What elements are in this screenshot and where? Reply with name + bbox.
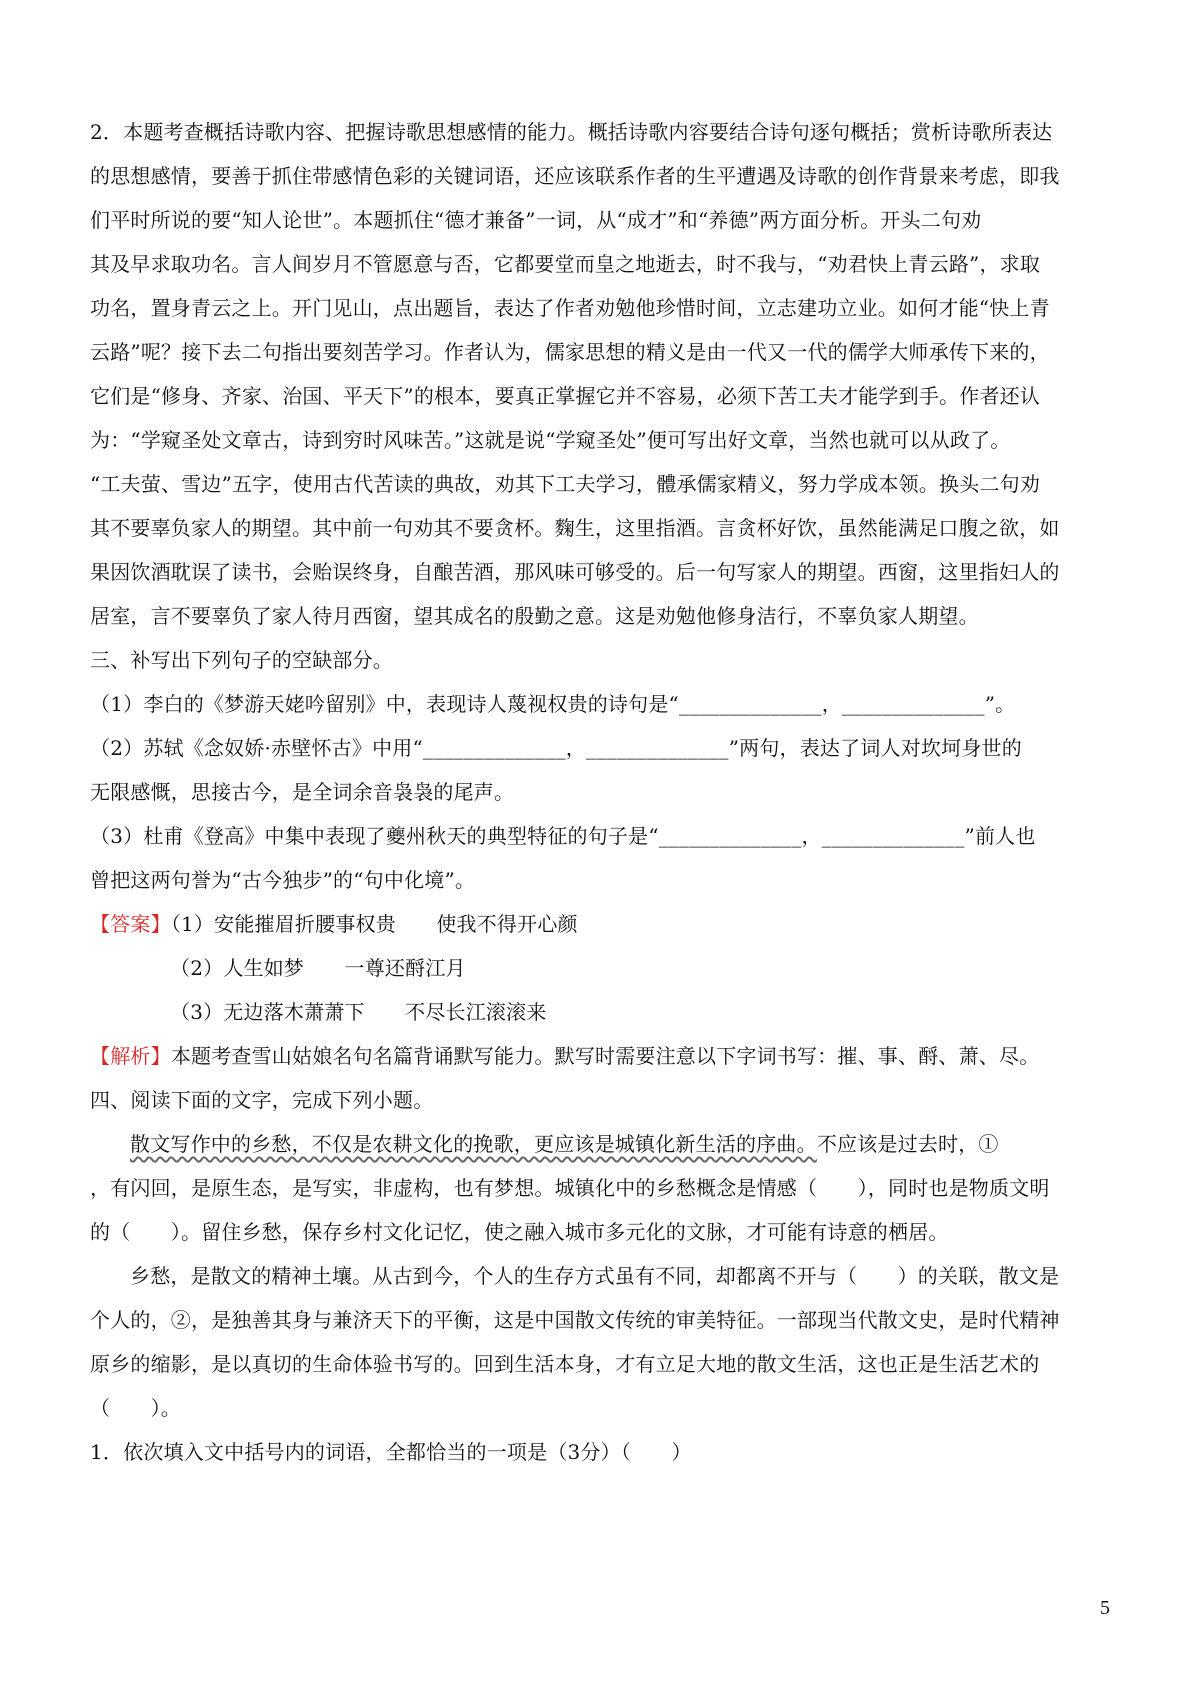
analysis-text: 本题考查雪山姑娘名句名篇背诵默写能力。默写时需要注意以下字词书写：摧、事、酹、萧、尽。 [170, 1044, 1040, 1068]
answer-line-2: （2）人生如梦 一尊还酹江月 [170, 956, 466, 980]
analysis-line [90, 1034, 1120, 1078]
passage-paragraph-1-line-2: ，有闪回，是原生态，是写实，非虚构，也有梦想。城镇化中的乡愁概念是情感（ ），同时也是物质文明 [90, 1176, 1050, 1200]
body-line: 其不要辜负家人的期望。其中前一句劝其不要贪杯。麴生，这里指酒。言贪杯好饮，虽然能满足口腹之欲，如 [90, 516, 1060, 540]
fill-blank-question-1: （1）李白的《梦游天姥吟留别》中，表现诗人蔑视权贵的诗句是“______________，______________”。 [90, 692, 1016, 716]
analysis-tag: 【解析】 [90, 1044, 171, 1068]
answer-text-1: （1）安能摧眉折腰事权贵 使我不得开心颜 [170, 912, 578, 936]
passage-paragraph-1-line-1 [90, 1122, 1120, 1166]
passage-paragraph-2-line-1: 乡愁，是散文的精神土壤。从古到今，个人的生存方式虽有不同，却都离不开与（ ）的关联，散文是 [130, 1264, 1060, 1288]
passage-text: 不应该是过去时，① [816, 1132, 999, 1156]
page-number: 5 [1100, 1597, 1110, 1619]
answer-line-3: （3）无边落木萧萧下 不尽长江滚滚来 [170, 1000, 547, 1024]
reading-question-1: 1．依次填入文中括号内的词语，全都恰当的一项是（3分）（ ） [90, 1440, 692, 1464]
body-line: 为：“学窥圣处文章古，诗到穷时风味苦。”这就是说“学窥圣处”便可写出好文章，当然也就可以从政了。 [90, 428, 1011, 452]
body-line: 云路”呢？接下去二句指出要刻苦学习。作者认为，儒家思想的精义是由一代又一代的儒学大师承传下来的， [90, 340, 1050, 364]
fill-blank-question-3-cont: 曾把这两句誉为“古今独步”的“句中化境”。 [90, 868, 476, 892]
answer-tag: 【答案】 [90, 912, 171, 936]
fill-blank-question-2: （2）苏轼《念奴娇·赤壁怀古》中用“______________，______________”两句，表达了词人对坎坷身世的 [90, 736, 1022, 760]
body-line: 果因饮酒耽误了读书，会贻误终身，自酿苦酒，那风味可够受的。后一句写家人的期望。西窗，这里指妇人的 [90, 560, 1060, 584]
section-3-heading: 三、补写出下列句子的空缺部分。 [90, 648, 393, 672]
document-page [90, 110, 1120, 1474]
fill-blank-question-2-cont: 无限感慨，思接古今，是全词余音袅袅的尾声。 [90, 780, 515, 804]
body-line: 它们是“修身、齐家、治国、平天下”的根本，要真正掌握它并不容易，必须下苦工夫才能学到手。作者还认 [90, 384, 1041, 408]
body-line: 的思想感情，要善于抓住带感情色彩的关键词语，还应该联系作者的生平遭遇及诗歌的创作背景来考虑，即我 [90, 164, 1060, 188]
fill-blank-question-3: （3）杜甫《登高》中集中表现了夔州秋天的典型特征的句子是“______________，______________”前人也 [90, 824, 1036, 848]
body-line: 其及早求取功名。言人间岁月不管愿意与否，它都要堂而皇之地逝去，时不我与，“劝君快上青云路”，求取 [90, 252, 1041, 276]
answer-line-1 [90, 902, 1120, 946]
section-4-heading: 四、阅读下面的文字，完成下列小题。 [90, 1088, 434, 1112]
body-line: “工夫萤、雪边”五字，使用古代苦读的典故，劝其下工夫学习，體承儒家精义，努力学成本领。换头二句劝 [90, 472, 1041, 496]
body-line: 2．本题考查概括诗歌内容、把握诗歌思想感情的能力。概括诗歌内容要结合诗句逐句概括；赏析诗歌所表达 [90, 120, 1053, 144]
wavy-underlined-sentence: 散文写作中的乡愁，不仅是农耕文化的挽歌，更应该是城镇化新生活的序曲。 [130, 1132, 817, 1156]
passage-paragraph-2-line-4: （ ）。 [90, 1396, 181, 1420]
passage-paragraph-1-line-3: 的（ ）。留住乡愁，保存乡村文化记忆，使之融入城市多元化的文脉，才可能有诗意的栖居。 [90, 1220, 949, 1244]
body-line: 们平时所说的要“知人论世”。本题抓住“德才兼备”一词，从“成才”和“养德”两方面分析。开头二句劝 [90, 208, 982, 232]
body-line: 居室，言不要辜负了家人待月西窗，望其成名的殷勤之意。这是劝勉他修身洁行，不辜负家人期望。 [90, 604, 979, 628]
passage-paragraph-2-line-2: 个人的，②，是独善其身与兼济天下的平衡，这是中国散文传统的审美特征。一部现当代散文史，是时代精神 [90, 1308, 1060, 1332]
body-line: 功名，置身青云之上。开门见山，点出题旨，表达了作者劝勉他珍惜时间，立志建功立业。如何才能“快上青 [90, 296, 1050, 320]
passage-paragraph-2-line-3: 原乡的缩影，是以真切的生命体验书写的。回到生活本身，才有立足大地的散文生活，这也正是生活艺术的 [90, 1352, 1040, 1376]
